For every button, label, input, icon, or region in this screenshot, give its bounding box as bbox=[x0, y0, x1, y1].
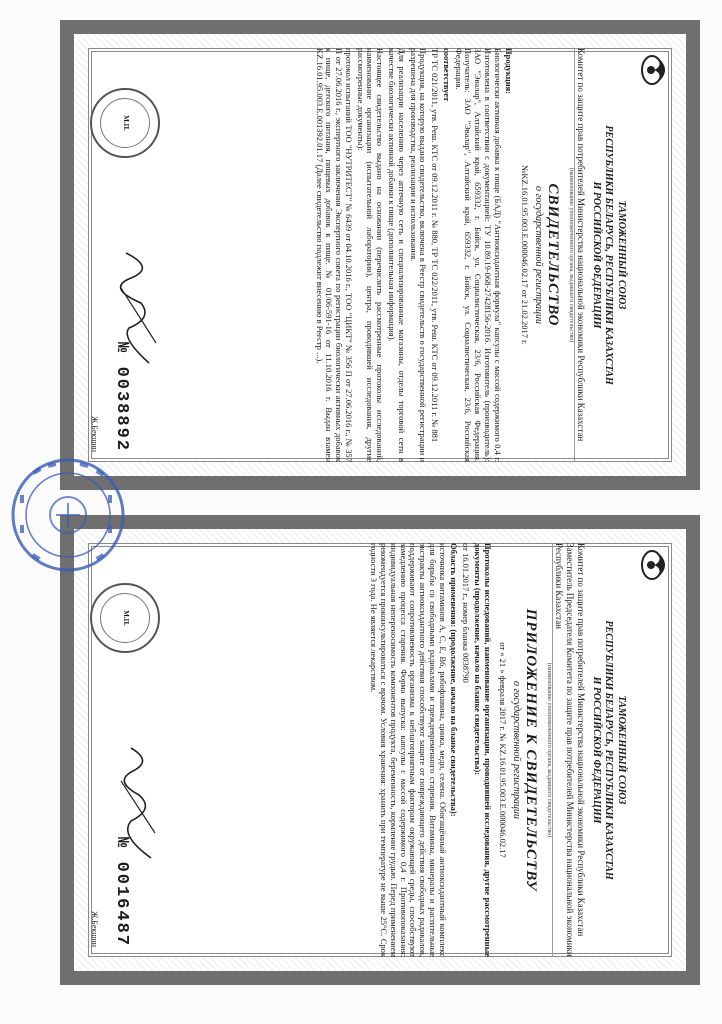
conformity-label: соответствует bbox=[441, 48, 452, 102]
issuer-caption: (наименование уполномоченного органа, выдавшего свидетельство) bbox=[567, 48, 575, 462]
basis-text: Настоящее свидетельство выдано на основании (перечислить рассмотренные протоколы исследований, наименование организации (испытательной лаборатории), центра, проводившей исследования, другие рассмотренные документы): bbox=[355, 48, 386, 462]
signer-name: Ж.Бекшин bbox=[90, 911, 100, 947]
product-label: Продукция: bbox=[504, 48, 515, 95]
certificate-content bbox=[80, 40, 680, 470]
round-seal-icon: М.П. bbox=[90, 583, 160, 653]
certificate-panel bbox=[60, 20, 700, 490]
usage-text: Для реализации населению через аптечную сеть и специализированные магазины, отделы торговой сети в качестве биологически активной добавки к пище (дополнительная информация). bbox=[386, 48, 407, 462]
appendix-title: ПРИЛОЖЕНИЕ К СВИДЕТЕЛЬСТВУ bbox=[523, 608, 540, 892]
issuer-name: Комитет по защите прав потребителей Министерства национальной экономики Республики Казахстан bbox=[576, 543, 587, 937]
basis-docs: протокол испытаний ТОО "НУТРИТЕСТ" № 6439 от 04.10.2016 г., ТОО "ЦИКТ" № 356 П от 27.06.2016 г., № 357 П от 27.06.2016 г., экспертного заключения Экспертного совета по регистрации биологически активных добавок к пище, детского питания, пищевых добавок к пище. № 01/06-591-16 от 11.10.2016 г. Выдан взамен KZ.16.01.95.003.Е.001392.01.17 (Далее свидетельство подлежит внесению в Реестр ...). bbox=[314, 48, 354, 462]
issuer-caption: (наименование уполномоченного органа, выдавшего свидетельство) bbox=[545, 543, 553, 957]
blue-ink-seal-icon bbox=[8, 455, 128, 575]
area-label: Область применения: (продолжение, начало на бланке свидетельства): bbox=[449, 543, 460, 817]
serial-number: № 0016487 bbox=[111, 837, 131, 947]
union-header-2: РЕСПУБЛИКИ БЕЛАРУСЬ, РЕСПУБЛИКИ КАЗАХСТАН bbox=[603, 125, 615, 385]
union-header-3: И РОССИЙСКОЙ ФЕДЕРАЦИИ bbox=[590, 676, 602, 824]
certificate-number: №KZ.16.01.95.003.Е.000046.02.17 от 21.02.2017 г. bbox=[520, 165, 531, 345]
certificate-footer bbox=[86, 48, 176, 462]
deputy-name: Заместитель Председателя Комитета по защите прав потребителей Министерства национальной экономики Республики Казахстан bbox=[554, 543, 575, 957]
product-text: Биологически активная добавка к пище (БАД) "Антиоксидантная формула" капсулы с массой содержимого 0,4 г. Изготовлена в соответствии с документацией: ТУ 10.89.19-068-27428156-2016. Изготовитель (производитель): ЗАО "Эвалар", Алтайский край, 659332, г. Бийск, ул. Социалистическая, 23/6, Российская Федерация. Получатель: ЗАО "Эвалар", Алтайский край, 659332, г. Бийск, ул. Социалистическая, 23/6, Российская Федерация. bbox=[453, 48, 503, 462]
certificate-subtitle: о государственной регистрации bbox=[532, 185, 544, 325]
union-header-1: ТАМОЖЕННЫЙ СОЮЗ bbox=[615, 695, 627, 805]
appendix-footer bbox=[86, 543, 176, 957]
appendix-subtitle: о государственной регистрации bbox=[510, 680, 522, 820]
conformity-text: ТР ТС 021/2011, утв. Реш. КТС от 09.12.2011 г. № 880, ТР ТС 022/2011, утв. Реш. КТС от 09.12.2011 г. № 881 bbox=[430, 48, 441, 443]
protocols-label: Протоколы исследований, наименование организации, проводившей исследования, другие рассмотренные документы (продолжение, начало на бланке свидетельства): bbox=[472, 543, 493, 957]
round-seal-icon: М.П. bbox=[90, 88, 160, 158]
issuer-name: Комитет по защите прав потребителей Министерства национальной экономики Республики Казахстан bbox=[576, 48, 587, 442]
eagle-emblem-icon bbox=[632, 543, 676, 587]
signer-name: Ж.Бекшин bbox=[90, 416, 100, 452]
certificate-title: СВИДЕТЕЛЬСТВО bbox=[544, 183, 561, 327]
appendix-panel bbox=[60, 515, 700, 985]
protocols-text: от 16.01.2017 г., номер бланка 0038790 bbox=[461, 543, 472, 683]
union-header-2: РЕСПУБЛИКИ БЕЛАРУСЬ, РЕСПУБЛИКИ КАЗАХСТАН bbox=[603, 620, 615, 880]
union-header-1: ТАМОЖЕННЫЙ СОЮЗ bbox=[615, 200, 627, 310]
appendix-content bbox=[80, 535, 680, 965]
serial-number: № 0038892 bbox=[111, 342, 131, 452]
area-text: источника витаминов А, С, Е, В6, рибофлавина, цинка, меди, селена. Обогащённый антиоксидантный комплекс для борьбы со свободными радикалами и преждевременного старения. Витамины, минералы и растительные экстракты антиоксидантного действия способствуют защите от повреждающего действия свободных радикалов, поддерживают сопротивляемость организма к неблагоприятным факторам окружающей среды, способствуют замедлению процесса старения. Форма выпуска: капсулы с массой содержимого 0,4 г. Противопоказания: индивидуальная непереносимость компонентов продукта, беременность, кормление грудью. Перед применением рекомендуется проконсультироваться с врачом. Условия хранения: хранить при температуре не выше 25°С. Срок годности 3 года. Не является лекарством. bbox=[369, 543, 448, 957]
registration-text: Продукция, на которую выдано свидетельство, включена в Реестр свидетельств о государственной регистрации и разрешена для производства, реализации и использования. bbox=[408, 48, 429, 462]
eagle-emblem-icon bbox=[632, 48, 676, 92]
union-header-3: И РОССИЙСКОЙ ФЕДЕРАЦИИ bbox=[590, 181, 602, 329]
appendix-number: от « 21 » февраля 2017 г. № KZ.16.01.95.003.Е.000046.02.17 bbox=[498, 642, 509, 858]
